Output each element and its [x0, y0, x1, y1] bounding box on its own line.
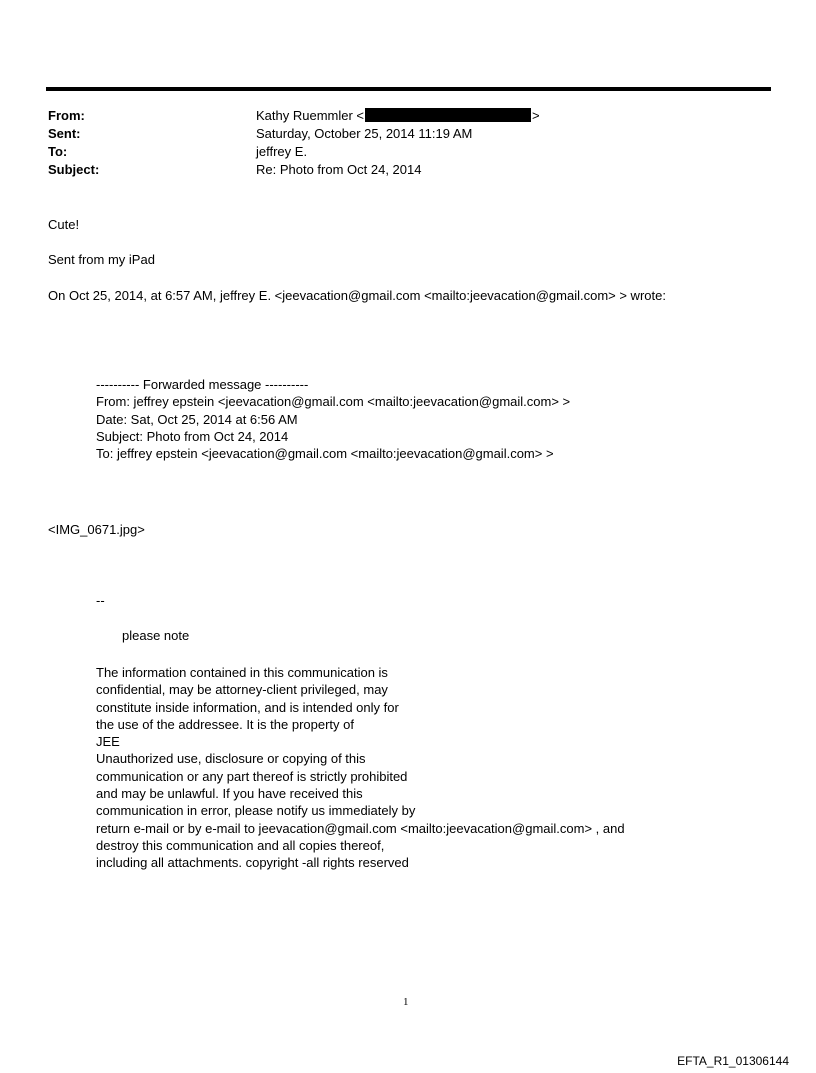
to-value: jeffrey E.	[256, 144, 308, 159]
please-note: please note	[122, 628, 190, 643]
disclaimer	[96, 664, 625, 872]
from-value	[256, 107, 540, 125]
attachment-name: <IMG_0671.jpg>	[48, 522, 145, 537]
header-rule	[46, 87, 771, 91]
quote-intro: On Oct 25, 2014, at 6:57 AM, jeffrey E. <jeevacation@gmail.com <mailto:jeevacation@gmail.com> > wrote:	[48, 288, 666, 303]
forward-to: To: jeffrey epstein <jeevacation@gmail.com <mailto:jeevacation@gmail.com> >	[96, 446, 554, 462]
from-name: Kathy Ruemmler <	[256, 108, 365, 123]
disclaimer-line: confidential, may be attorney-client privileged, may	[96, 682, 388, 698]
sent-value: Saturday, October 25, 2014 11:19 AM	[256, 126, 473, 141]
to-row	[48, 143, 768, 161]
forward-date: Date: Sat, Oct 25, 2014 at 6:56 AM	[96, 411, 298, 427]
sent-row	[48, 125, 768, 143]
from-row	[48, 107, 768, 125]
signature: Sent from my iPad	[48, 252, 155, 267]
forward-subject: Subject: Photo from Oct 24, 2014	[96, 428, 289, 444]
redaction-box	[365, 108, 531, 122]
subject-label: Subject:	[48, 162, 100, 177]
disclaimer-line: constitute inside information, and is intended only for	[96, 699, 399, 715]
disclaimer-line: JEE	[96, 734, 120, 750]
forward-from: From: jeffrey epstein <jeevacation@gmail.com <mailto:jeevacation@gmail.com> >	[96, 394, 571, 410]
disclaimer-line: including all attachments. copyright -all rights reserved	[96, 855, 409, 871]
disclaimer-line: communication in error, please notify us immediately by	[96, 803, 416, 819]
forwarded-block	[96, 376, 570, 462]
greeting: Cute!	[48, 217, 80, 232]
subject-value: Re: Photo from Oct 24, 2014	[256, 162, 422, 177]
signature-separator: --	[96, 593, 105, 608]
disclaimer-line: communication or any part thereof is strictly prohibited	[96, 768, 408, 784]
document-id: EFTA_R1_01306144	[677, 1054, 789, 1068]
page-number: 1	[403, 996, 409, 1008]
forward-marker: ---------- Forwarded message ----------	[96, 377, 309, 392]
sent-label: Sent:	[48, 126, 81, 141]
disclaimer-line: The information contained in this communication is	[96, 665, 388, 680]
subject-row	[48, 161, 768, 179]
to-label: To:	[48, 144, 68, 159]
disclaimer-line: destroy this communication and all copies thereof,	[96, 837, 385, 853]
from-label: From:	[48, 108, 85, 123]
email-header	[48, 107, 768, 179]
disclaimer-line: and may be unlawful. If you have received this	[96, 786, 363, 802]
disclaimer-line: the use of the addressee. It is the property of	[96, 716, 354, 732]
disclaimer-line: return e-mail or by e-mail to jeevacation@gmail.com <mailto:jeevacation@gmail.com> , and	[96, 820, 625, 836]
disclaimer-line: Unauthorized use, disclosure or copying of this	[96, 751, 366, 767]
from-tail: >	[532, 108, 540, 123]
